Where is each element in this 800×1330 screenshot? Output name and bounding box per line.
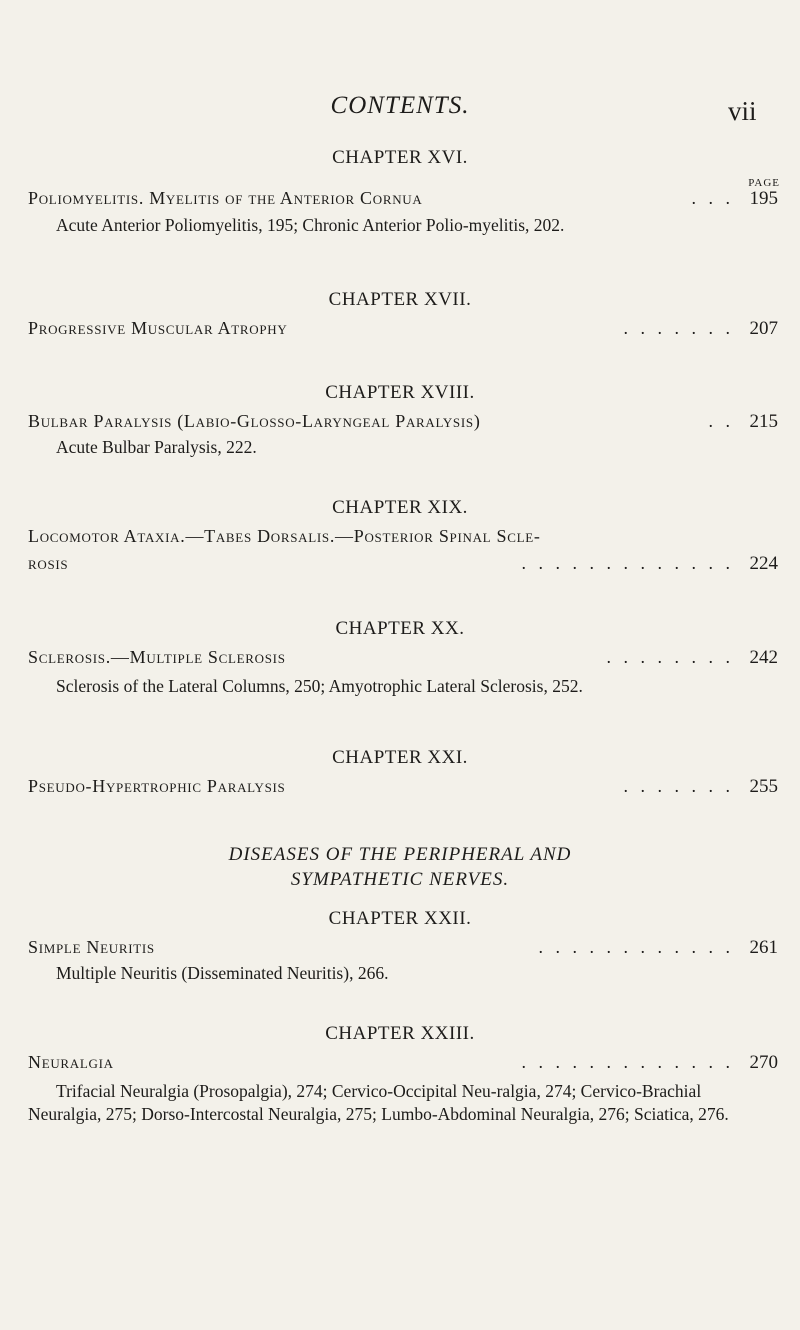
chapter-heading: CHAPTER XIX. <box>332 497 468 518</box>
entry-subtopics: Sclerosis of the Lateral Columns, 250; Amyotrophic Lateral Sclerosis, 252. <box>56 676 583 696</box>
dot-leader: . . . . . . . . . . . . . <box>521 553 734 573</box>
entry-page: 195 <box>749 188 778 209</box>
chapter-heading: CHAPTER XXIII. <box>325 1023 475 1044</box>
toc-entry <box>28 411 778 437</box>
toc-entry <box>28 318 778 344</box>
entry-title: Pseudo-Hypertrophic Paralysis <box>28 776 286 796</box>
dot-leader: . . . . . . . . . . . . <box>538 937 734 957</box>
chapter-heading: CHAPTER XVII. <box>328 289 472 310</box>
dot-leader: . . . <box>691 188 734 208</box>
toc-entry <box>28 647 778 673</box>
entry-page: 261 <box>749 937 778 958</box>
part-title: DISEASES OF THE PERIPHERAL AND SYMPATHETIC NERVES. <box>228 844 572 890</box>
entry-title: Simple Neuritis <box>28 937 155 957</box>
dot-leader: . . <box>708 411 734 431</box>
entry-title: Neuralgia <box>28 1052 114 1072</box>
entry-page: 255 <box>749 776 778 797</box>
chapter-heading: CHAPTER XVIII. <box>325 382 475 403</box>
entry-subtopics: Acute Anterior Poliomyelitis, 195; Chronic Anterior Polio-myelitis, 202. <box>56 215 565 235</box>
entry-title: Bulbar Paralysis (Labio-Glosso-Laryngeal Paralysis) <box>28 411 481 431</box>
toc-entry <box>28 937 778 963</box>
toc-entry <box>28 1052 778 1078</box>
chapter-heading: CHAPTER XXI. <box>332 747 468 768</box>
dot-leader: . . . . . . . . <box>606 647 734 667</box>
entry-title: Poliomyelitis. Myelitis of the Anterior Cornua <box>28 188 423 208</box>
entry-page: 224 <box>749 553 778 574</box>
entry-title: Sclerosis.—Multiple Sclerosis <box>28 647 286 667</box>
entry-page: 270 <box>749 1052 778 1073</box>
entry-page: 207 <box>749 318 778 339</box>
entry-title-continued: rosis <box>28 553 69 573</box>
toc-entry <box>28 188 778 214</box>
toc-entry <box>28 526 778 552</box>
entry-page: 242 <box>749 647 778 668</box>
dot-leader: . . . . . . . <box>623 776 734 796</box>
entry-page: 215 <box>749 411 778 432</box>
entry-title: Progressive Muscular Atrophy <box>28 318 288 338</box>
entry-title: Locomotor Ataxia.—Tabes Dorsalis.—Posterior Spinal Scle- <box>28 526 541 546</box>
toc-entry-continued <box>28 553 778 579</box>
entry-subtopics: Acute Bulbar Paralysis, 222. <box>56 437 257 457</box>
toc-entry <box>28 776 778 802</box>
page-column-label: PAGE <box>748 177 780 189</box>
dot-leader: . . . . . . . <box>623 318 734 338</box>
page-number: vii <box>728 96 757 126</box>
chapter-heading: CHAPTER XVI. <box>332 147 468 168</box>
chapter-heading: CHAPTER XX. <box>335 618 465 639</box>
chapter-heading: CHAPTER XXII. <box>328 908 472 929</box>
entry-subtopics: Trifacial Neuralgia (Prosopalgia), 274; Cervico-Occipital Neu-ralgia, 274; Cervico-Brachial Neuralgia, 275; Dorso-Intercostal Neuralgia, 275; Lumbo-Abdominal Neuralgia, 276; Sciatica, 276. <box>28 1081 729 1124</box>
running-title: CONTENTS. <box>330 92 470 119</box>
dot-leader: . . . . . . . . . . . . . <box>521 1052 734 1072</box>
running-head <box>0 92 800 132</box>
entry-subtopics: Multiple Neuritis (Disseminated Neuritis), 266. <box>56 963 389 983</box>
